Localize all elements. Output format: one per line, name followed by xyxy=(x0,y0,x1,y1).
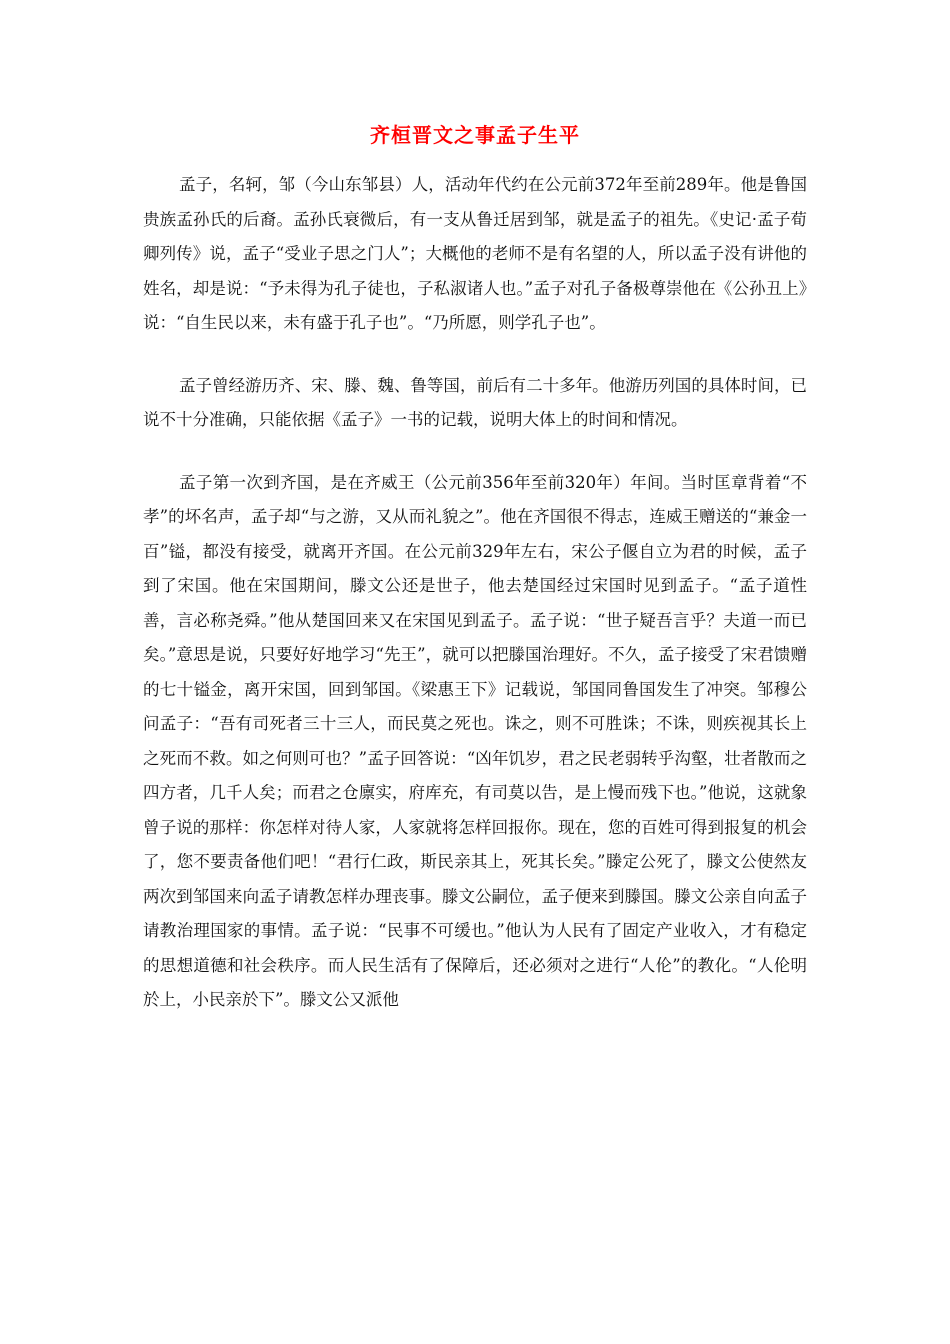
paragraph-intro: 孟子，名轲，邹（今山东邹县）人，活动年代约在公元前372年至前289年。他是鲁国贵族孟孙氏的后裔。孟孙氏衰微后，有一支从鲁迁居到邹，就是孟子的祖先。《史记·孟子荀卿列传》说，孟子“受业子思之门人”；大概他的老师不是有名望的人，所以孟子没有讲他的姓名，却是说：“予未得为孔子徒也，子私淑诸人也。”孟子对孔子备极尊崇他在《公孙丑上》说：“自生民以来，未有盛于孔子也”。“乃所愿，则学孔子也”。 xyxy=(143,175,807,332)
paragraph-travels: 孟子曾经游历齐、宋、滕、魏、鲁等国，前后有二十多年。他游历列国的具体时间，已说不十分准确，只能依据《孟子》一书的记载，说明大体上的时间和情况。 xyxy=(143,375,807,429)
document-body xyxy=(143,168,807,1018)
page-title: 齐桓晋文之事孟子生平 xyxy=(370,123,580,147)
paragraph-qi-visit: 孟子第一次到齐国，是在齐威王（公元前356年至前320年）年间。当时匡章背着“不孝”的坏名声，孟子却“与之游，又从而礼貌之”。他在齐国很不得志，连威王赠送的“兼金一百”镒，都没有接受，就离开齐国。在公元前329年左右，宋公子偃自立为君的时候，孟子到了宋国。他在宋国期间，滕文公还是世子，他去楚国经过宋国时见到孟子。“孟子道性善，言必称尧舜。”他从楚国回来又在宋国见到孟子。孟子说：“世子疑吾言乎？夫道一而已矣。”意思是说，只要好好地学习“先王”，就可以把滕国治理好。不久，孟子接受了宋君馈赠的七十镒金，离开宋国，回到邹国。《梁惠王下》记载说，邹国同鲁国发生了冲突。邹穆公问孟子：“吾有司死者三十三人，而民莫之死也。诛之，则不可胜诛；不诛，则疾视其长上之死而不救。如之何则可也？”孟子回答说：“凶年饥岁，君之民老弱转乎沟壑，壮者散而之四方者，几千人矣；而君之仓廪实，府库充，有司莫以告，是上慢而残下也。”他说，这就象曾子说的那样：你怎样对待人家，人家就将怎样回报你。现在，您的百姓可得到报复的机会了，您不要责备他们吧！“君行仁政，斯民亲其上，死其长矣。”滕定公死了，滕文公使然友两次到邹国来向孟子请教怎样办理丧事。滕文公嗣位，孟子便来到滕国。滕文公亲自向孟子请教治理国家的事情。孟子说：“民事不可缓也。”他认为人民有了固定产业收入，才有稳定的思想道德和社会秩序。而人民生活有了保障后，还必须对之进行“人伦”的教化。“人伦明於上，小民亲於下”。滕文公又派他 xyxy=(143,472,807,1009)
